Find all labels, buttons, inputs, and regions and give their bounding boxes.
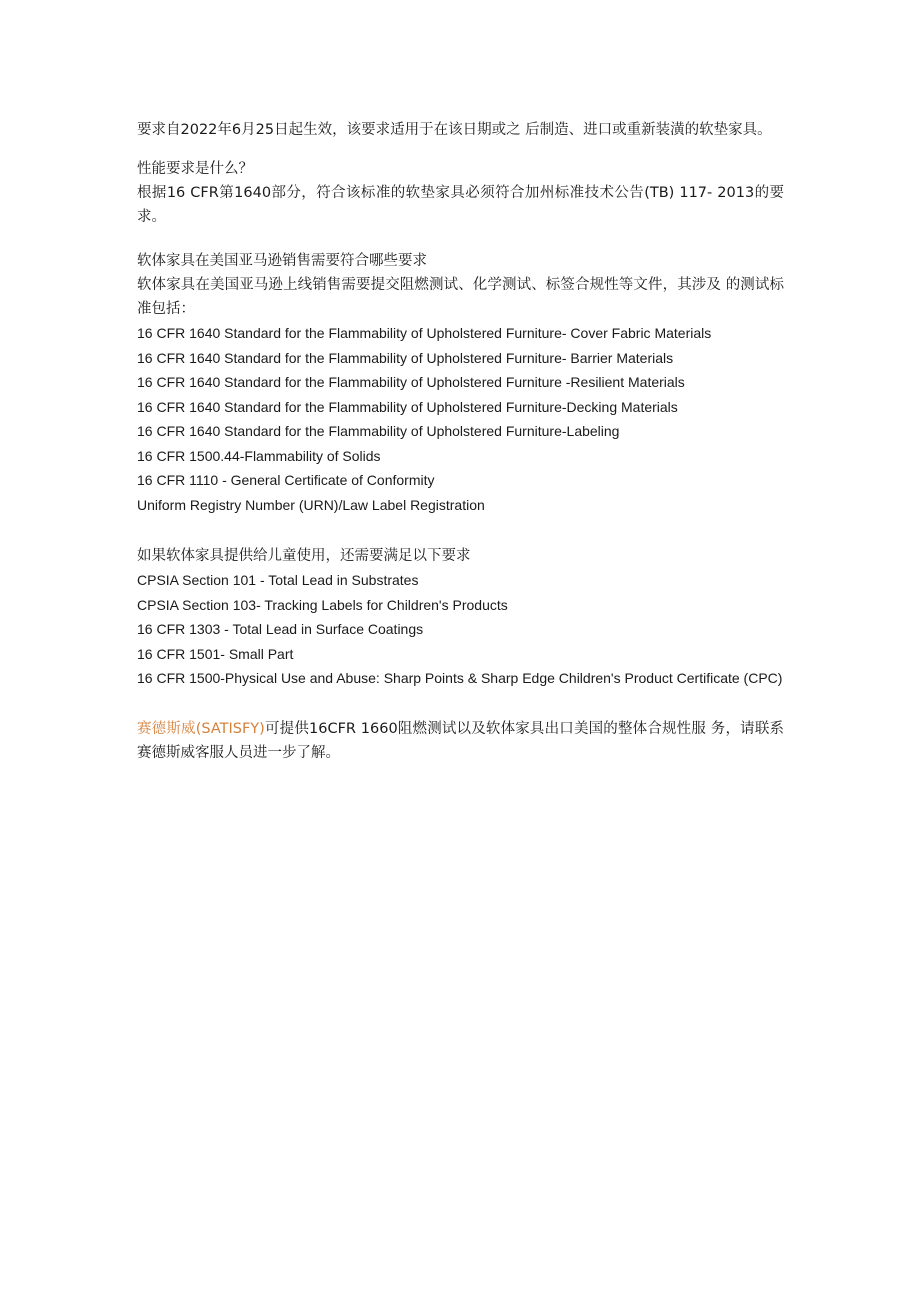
list-item: 16 CFR 1303 - Total Lead in Surface Coatings [137, 621, 424, 637]
spacer [137, 142, 784, 157]
list-item: CPSIA Section 101 - Total Lead in Substrates [137, 572, 419, 588]
standards-list [137, 321, 784, 517]
list-item: 16 CFR 1640 Standard for the Flammability of Upholstered Furniture -Resilient Materials [137, 374, 685, 390]
section-heading-children: 如果软体家具提供给儿童使用，还需要满足以下要求 [137, 548, 471, 564]
children-standards-list [137, 568, 784, 690]
amazon-paragraph: 软体家具在美国亚马逊上线销售需要提交阻燃测试、化学测试、标签合规性等文件，其涉及 的测试标准包括： [137, 277, 784, 317]
spacer [137, 517, 784, 544]
list-item: Uniform Registry Number (URN)/Law Label Registration [137, 496, 485, 513]
list-item: 16 CFR 1640 Standard for the Flammability of Upholstered Furniture- Cover Fabric Materials [137, 325, 712, 341]
list-item: 16 CFR 1640 Standard for the Flammability of Upholstered Furniture-Labeling [137, 423, 620, 439]
closing-text: 可提供16CFR 1660阻燃测试以及软体家具出口美国的整体合规性服 务，请联系赛德斯威客服人员进一步了解。 [137, 721, 784, 761]
list-item: 16 CFR 1500-Physical Use and Abuse: Sharp Points & Sharp Edge Children's Product Certificate (CPC) [137, 670, 783, 686]
list-item: 16 CFR 1500.44-Flammability of Solids [137, 447, 381, 464]
list-item: 16 CFR 1640 Standard for the Flammability of Upholstered Furniture- Barrier Materials [137, 349, 674, 366]
list-item: 16 CFR 1501- Small Part [137, 645, 294, 662]
brand-name: 赛德斯威(SATISFY) [137, 721, 265, 737]
spacer [137, 690, 784, 717]
list-item: 16 CFR 1110 - General Certificate of Conformity [137, 472, 435, 488]
performance-paragraph: 根据16 CFR第1640部分，符合该标准的软垫家具必须符合加州标准技术公告(TB) 117- 2013的要求。 [137, 185, 784, 225]
intro-paragraph: 要求自2022年6月25日起生效，该要求适用于在该日期或之 后制造、进口或重新装潢的软垫家具。 [137, 122, 772, 138]
list-item: 16 CFR 1640 Standard for the Flammability of Upholstered Furniture-Decking Materials [137, 398, 678, 415]
spacer [137, 229, 784, 249]
closing-paragraph [137, 717, 784, 765]
section-heading-performance: 性能要求是什么？ [137, 161, 253, 177]
section-heading-amazon: 软体家具在美国亚马逊销售需要符合哪些要求 [137, 253, 427, 269]
document-page [137, 118, 784, 765]
list-item: CPSIA Section 103- Tracking Labels for Children's Products [137, 596, 508, 613]
